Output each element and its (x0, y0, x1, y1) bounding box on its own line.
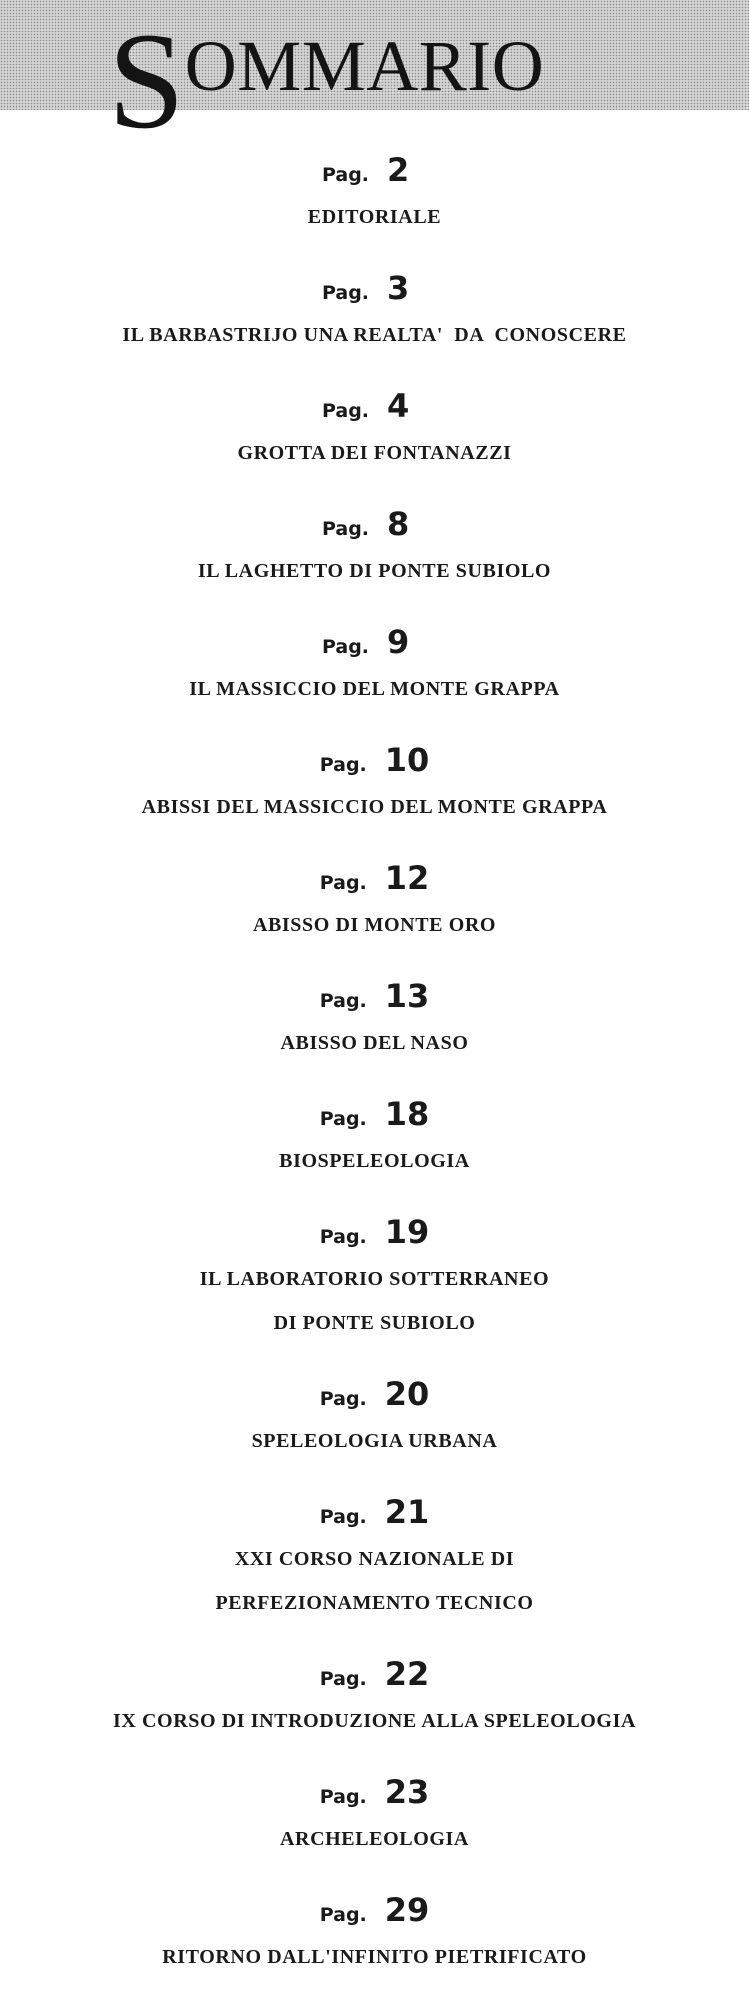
page-number: 10 (384, 741, 430, 779)
entry-title: IL MASSICCIO DEL MONTE GRAPPA (189, 678, 560, 700)
pag-label: Pag. (321, 400, 370, 422)
entry-title: GROTTA DEI FONTANAZZI (237, 442, 512, 464)
page-number: 2 (387, 151, 410, 189)
pag-label: Pag. (319, 990, 367, 1012)
page-number: 8 (387, 505, 410, 543)
page-number: 13 (384, 977, 430, 1015)
entry-title-line-1: IL LABORATORIO SOTTERRANEO (199, 1268, 550, 1290)
contents-entry (0, 499, 749, 593)
pag-label: Pag. (319, 1108, 367, 1130)
pag-label: Pag. (319, 1668, 367, 1690)
page-number: 12 (384, 859, 430, 897)
pag-label: Pag. (319, 1226, 367, 1248)
entry-title: IL BARBASTRIJO UNA REALTA' DA CONOSCERE (122, 324, 627, 346)
contents-entry (0, 971, 749, 1065)
pag-label: Pag. (321, 282, 370, 304)
page-number: 9 (387, 623, 410, 661)
page-number: 22 (384, 1655, 430, 1693)
entry-title: RITORNO DALL'INFINITO PIETRIFICATO (162, 1946, 587, 1968)
page-reference (0, 1207, 749, 1257)
entry-title: EDITORIALE (307, 206, 442, 228)
page-title (108, 4, 545, 157)
entry-title: ABISSO DEL NASO (280, 1032, 469, 1054)
entry-title-line-2: DI PONTE SUBIOLO (273, 1312, 476, 1334)
contents-entry (0, 853, 749, 947)
title-rest: OMMARIO (184, 26, 545, 106)
pag-label: Pag. (321, 636, 370, 658)
page-reference (0, 1089, 749, 1139)
pag-label: Pag. (321, 518, 370, 540)
contents-entry (0, 1089, 749, 1183)
entry-title-line-1: XXI CORSO NAZIONALE DI (234, 1548, 515, 1570)
page-number: 21 (384, 1493, 430, 1531)
page-reference (0, 1487, 749, 1537)
entry-title: ABISSO DI MONTE ORO (252, 914, 497, 936)
pag-label: Pag. (319, 1786, 367, 1808)
page-reference (0, 1767, 749, 1817)
pag-label: Pag. (319, 872, 367, 894)
page-number: 18 (384, 1095, 430, 1133)
page-reference (0, 735, 749, 785)
pag-label: Pag. (319, 1388, 367, 1410)
page-reference (0, 853, 749, 903)
page-reference (0, 263, 749, 313)
contents-entry (0, 1207, 749, 1345)
entry-title: SPELEOLOGIA URBANA (251, 1430, 498, 1452)
contents-entry (0, 617, 749, 711)
contents-entry (0, 1649, 749, 1743)
page-number: 29 (384, 1891, 430, 1929)
entry-title: ABISSI DEL MASSICCIO DEL MONTE GRAPPA (141, 796, 608, 818)
page-number: 23 (384, 1773, 430, 1811)
entry-title: IX CORSO DI INTRODUZIONE ALLA SPELEOLOGIA (112, 1710, 637, 1732)
entry-title: IL LAGHETTO DI PONTE SUBIOLO (197, 560, 552, 582)
contents-entry (0, 1369, 749, 1463)
pag-label: Pag. (319, 1904, 367, 1926)
page-reference (0, 971, 749, 1021)
page-number: 4 (387, 387, 410, 425)
page-reference (0, 145, 749, 195)
page-reference (0, 381, 749, 431)
pag-label: Pag. (319, 754, 367, 776)
entry-title: ARCHELEOLOGIA (280, 1828, 469, 1850)
contents-entry (0, 1885, 749, 1979)
contents-entry (0, 263, 749, 357)
pag-label: Pag. (321, 164, 370, 186)
contents-entry (0, 381, 749, 475)
page-reference (0, 1885, 749, 1935)
page-number: 19 (384, 1213, 430, 1251)
entry-title: BIOSPELEOLOGIA (279, 1150, 470, 1172)
entry-title-line-2: PERFEZIONAMENTO TECNICO (215, 1592, 534, 1614)
page-reference (0, 499, 749, 549)
page-reference (0, 1369, 749, 1419)
contents-list (0, 145, 749, 2003)
contents-entry (0, 145, 749, 239)
page-reference (0, 617, 749, 667)
page-number: 20 (384, 1375, 430, 1413)
page-number: 3 (387, 269, 410, 307)
title-initial: S (108, 4, 185, 157)
contents-entry (0, 1487, 749, 1625)
pag-label: Pag. (319, 1506, 367, 1528)
contents-entry (0, 735, 749, 829)
page-reference (0, 1649, 749, 1699)
contents-entry (0, 1767, 749, 1861)
